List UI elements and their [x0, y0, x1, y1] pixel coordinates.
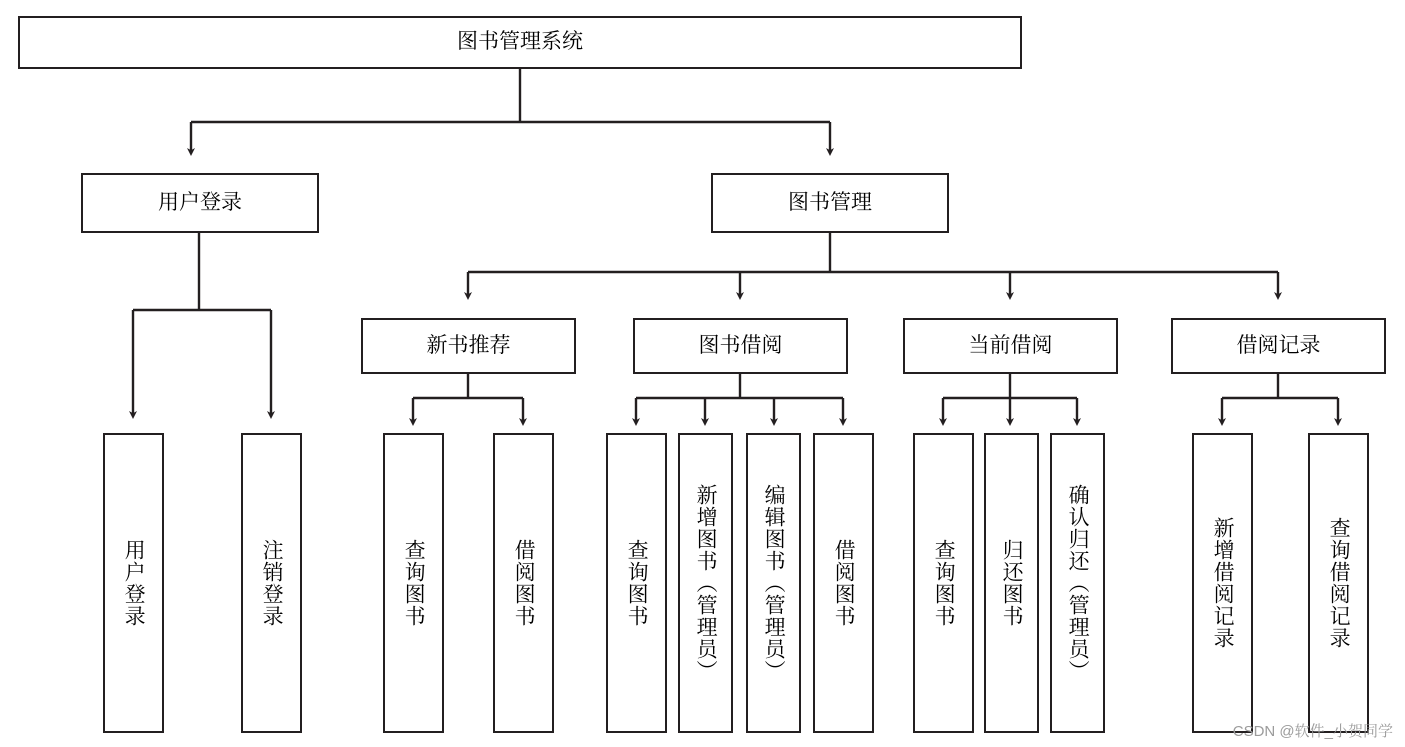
leaf-new-book-borrow: [493, 433, 554, 733]
leaf-current-confirm-return-label: 确认归还（管理员）: [1066, 484, 1090, 682]
watermark: CSDN @软件_小贺同学: [1232, 723, 1393, 740]
node-root: [18, 16, 1022, 69]
leaf-current-query-book-label: 查询图书: [932, 539, 956, 627]
node-book-borrow: [633, 318, 848, 374]
node-current-borrow: [903, 318, 1118, 374]
leaf-current-return-book: [984, 433, 1039, 733]
leaf-record-query: [1308, 433, 1369, 733]
leaf-new-book-borrow-label: 借阅图书: [512, 539, 536, 627]
leaf-borrow-edit-book: [746, 433, 801, 733]
leaf-current-return-book-label: 归还图书: [1000, 539, 1024, 627]
leaf-borrow-edit-book-label: 编辑图书（管理员）: [762, 484, 786, 682]
node-new-book-recommend-label: 新书推荐: [426, 333, 511, 357]
node-book-management-label: 图书管理: [788, 190, 872, 214]
leaf-current-confirm-return: [1050, 433, 1105, 733]
leaf-current-query-book: [913, 433, 974, 733]
leaf-new-book-query-label: 查询图书: [402, 539, 426, 627]
node-borrow-record-label: 借阅记录: [1236, 333, 1321, 357]
node-root-label: 图书管理系统: [457, 30, 583, 54]
node-current-borrow-label: 当前借阅: [968, 333, 1053, 357]
leaf-record-add: [1192, 433, 1253, 733]
leaf-borrow-query-book: [606, 433, 667, 733]
leaf-user-login-logout: [241, 433, 302, 733]
leaf-borrow-borrow-book-label: 借阅图书: [832, 539, 856, 627]
node-new-book-recommend: [361, 318, 576, 374]
leaf-new-book-query: [383, 433, 444, 733]
node-borrow-record: [1171, 318, 1386, 374]
node-book-management: [711, 173, 949, 233]
leaf-user-login-login-label: 用户登录: [122, 539, 146, 627]
leaf-borrow-add-book-label: 新增图书（管理员）: [694, 484, 718, 682]
leaf-borrow-borrow-book: [813, 433, 874, 733]
leaf-record-query-label: 查询借阅记录: [1327, 517, 1351, 649]
node-book-borrow-label: 图书借阅: [698, 333, 783, 357]
node-user-login: [81, 173, 319, 233]
node-user-login-label: 用户登录: [158, 190, 242, 214]
leaf-user-login-login: [103, 433, 164, 733]
leaf-borrow-query-book-label: 查询图书: [625, 539, 649, 627]
leaf-record-add-label: 新增借阅记录: [1211, 517, 1235, 649]
leaf-user-login-logout-label: 注销登录: [260, 539, 284, 627]
leaf-borrow-add-book: [678, 433, 733, 733]
